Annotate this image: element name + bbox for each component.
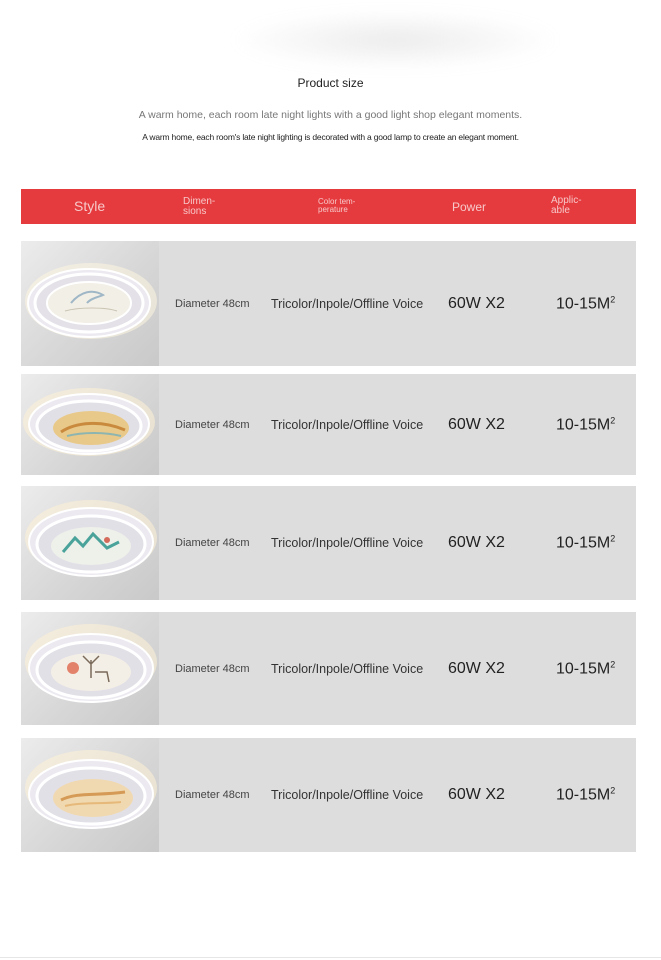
power-cell: 60W X2 (448, 659, 505, 677)
header-color-temperature (318, 198, 378, 214)
applicable-cell (556, 415, 615, 434)
applicable-cell (556, 294, 615, 313)
lamp-image (21, 486, 159, 600)
color-temperature-cell: Tricolor/Inpole/Offline Voice (271, 296, 424, 311)
power-cell: 60W X2 (448, 534, 505, 551)
dimensions-cell: Diameter 48cm (175, 297, 250, 310)
blurred-banner (230, 10, 560, 70)
page-title: Product size (297, 76, 364, 90)
applicable-superscript: 2 (610, 658, 616, 669)
color-temperature-cell: Tricolor/Inpole/Offline Voice (271, 661, 424, 676)
applicable-superscript: 2 (610, 785, 616, 796)
ceiling-lamp-mountain-image (21, 486, 159, 600)
applicable-cell (556, 785, 615, 804)
color-temperature-cell: Tricolor/Inpole/Offline Voice (271, 417, 424, 432)
lamp-image (21, 738, 159, 852)
applicable-superscript: 2 (610, 414, 616, 425)
applicable-cell (556, 533, 615, 552)
header-applicable (551, 196, 601, 216)
applicable-cell (556, 659, 615, 678)
applicable-value: 10-15M (556, 660, 611, 678)
power-cell: 60W X2 (448, 786, 505, 803)
table-row (21, 738, 636, 852)
applicable-value: 10-15M (556, 295, 611, 313)
lamp-image (21, 612, 159, 725)
tagline: A warm home, each room late night lights with a good light shop elegant moments. (138, 109, 523, 121)
ceiling-lamp-waves-image (21, 738, 159, 852)
color-temperature-cell: Tricolor/Inpole/Offline Voice (271, 536, 424, 550)
table-header (21, 189, 636, 224)
table-row (21, 241, 636, 366)
header-style: Style (74, 198, 106, 214)
applicable-value: 10-15M (556, 786, 611, 804)
header-dimensions-line1: Dimen- (183, 196, 216, 207)
power-cell: 60W X2 (448, 294, 505, 312)
applicable-superscript: 2 (610, 293, 616, 304)
lamp-image (21, 374, 159, 475)
power-cell: 60W X2 (448, 415, 505, 433)
tagline-secondary: A warm home, each room's late night lighting is decorated with a good lamp to create an elegant moment. (142, 132, 519, 142)
ceiling-lamp-autumn-image (21, 374, 159, 475)
header-applicable-line1: Applic- (551, 195, 582, 206)
header-dimensions-line2: sions (183, 206, 207, 217)
ceiling-lamp-deer-image (21, 612, 159, 725)
applicable-value: 10-15M (556, 534, 611, 552)
ceiling-lamp-crane-image (21, 241, 159, 366)
header-color-line1: Color tem- (318, 197, 356, 206)
header-dimensions (183, 197, 233, 217)
color-temperature-cell: Tricolor/Inpole/Offline Voice (271, 788, 424, 802)
header-applicable-line2: able (551, 205, 570, 216)
applicable-superscript: 2 (610, 533, 616, 544)
table-row (21, 612, 636, 725)
dimensions-cell: Diameter 48cm (175, 537, 250, 549)
applicable-value: 10-15M (556, 416, 611, 434)
lamp-image (21, 241, 159, 366)
table-row (21, 374, 636, 475)
dimensions-cell: Diameter 48cm (175, 662, 250, 675)
header-power: Power (452, 200, 487, 214)
table-row (21, 486, 636, 600)
header-color-line2: perature (318, 205, 348, 214)
dimensions-cell: Diameter 48cm (175, 789, 250, 801)
divider (0, 957, 661, 958)
dimensions-cell: Diameter 48cm (175, 418, 250, 431)
